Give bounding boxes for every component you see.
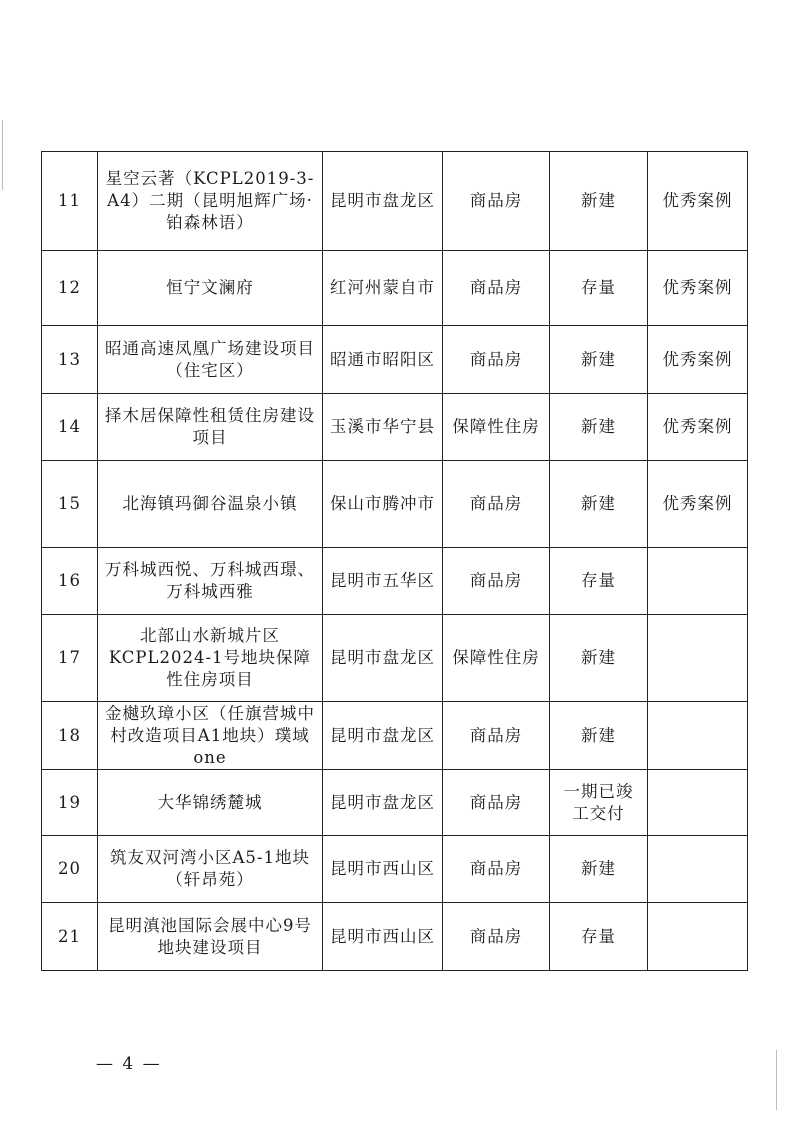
award: 优秀案例 bbox=[648, 394, 748, 461]
project-location: 昭通市昭阳区 bbox=[323, 326, 443, 394]
housing-type: 商品房 bbox=[443, 461, 550, 548]
table-row bbox=[42, 836, 748, 903]
page-number: — 4 — bbox=[96, 1054, 162, 1074]
project-status: 新建 bbox=[550, 461, 648, 548]
project-status: 新建 bbox=[550, 615, 648, 702]
table-row bbox=[42, 702, 748, 770]
project-location: 昆明市西山区 bbox=[323, 903, 443, 971]
scan-edge-right bbox=[776, 1050, 777, 1110]
project-status: 存量 bbox=[550, 548, 648, 615]
housing-type: 商品房 bbox=[443, 251, 550, 326]
housing-type: 保障性住房 bbox=[443, 394, 550, 461]
table-row bbox=[42, 548, 748, 615]
housing-type: 保障性住房 bbox=[443, 615, 550, 702]
award: 优秀案例 bbox=[648, 326, 748, 394]
award bbox=[648, 548, 748, 615]
table-row bbox=[42, 461, 748, 548]
row-number: 13 bbox=[42, 326, 98, 394]
row-number: 17 bbox=[42, 615, 98, 702]
row-number: 20 bbox=[42, 836, 98, 903]
project-name: 星空云著（KCPL2019-3-A4）二期（昆明旭辉广场·铂森林语） bbox=[98, 152, 323, 251]
housing-type: 商品房 bbox=[443, 152, 550, 251]
project-table bbox=[41, 151, 748, 971]
table-row bbox=[42, 394, 748, 461]
housing-type: 商品房 bbox=[443, 702, 550, 770]
housing-type: 商品房 bbox=[443, 548, 550, 615]
award bbox=[648, 903, 748, 971]
project-location: 玉溪市华宁县 bbox=[323, 394, 443, 461]
award bbox=[648, 836, 748, 903]
project-location: 保山市腾冲市 bbox=[323, 461, 443, 548]
award: 优秀案例 bbox=[648, 251, 748, 326]
project-status: 存量 bbox=[550, 903, 648, 971]
project-status: 存量 bbox=[550, 251, 648, 326]
table-row bbox=[42, 770, 748, 836]
row-number: 12 bbox=[42, 251, 98, 326]
project-location: 昆明市盘龙区 bbox=[323, 702, 443, 770]
project-name: 万科城西悦、万科城西璟、万科城西雅 bbox=[98, 548, 323, 615]
row-number: 15 bbox=[42, 461, 98, 548]
project-status: 新建 bbox=[550, 702, 648, 770]
project-name: 金樾玖璋小区（任旗营城中村改造项目A1地块）璞域one bbox=[98, 702, 323, 770]
project-name: 大华锦绣麓城 bbox=[98, 770, 323, 836]
housing-type: 商品房 bbox=[443, 836, 550, 903]
table-row bbox=[42, 152, 748, 251]
project-location: 昆明市盘龙区 bbox=[323, 152, 443, 251]
table-row bbox=[42, 903, 748, 971]
row-number: 21 bbox=[42, 903, 98, 971]
table-row bbox=[42, 326, 748, 394]
project-name: 昭通高速凤凰广场建设项目（住宅区） bbox=[98, 326, 323, 394]
project-location: 昆明市盘龙区 bbox=[323, 770, 443, 836]
row-number: 16 bbox=[42, 548, 98, 615]
project-name: 筑友双河湾小区A5-1地块（轩昂苑） bbox=[98, 836, 323, 903]
project-name: 昆明滇池国际会展中心9号地块建设项目 bbox=[98, 903, 323, 971]
project-name: 择木居保障性租赁住房建设项目 bbox=[98, 394, 323, 461]
project-location: 昆明市五华区 bbox=[323, 548, 443, 615]
housing-type: 商品房 bbox=[443, 770, 550, 836]
row-number: 18 bbox=[42, 702, 98, 770]
project-status: 新建 bbox=[550, 836, 648, 903]
award bbox=[648, 615, 748, 702]
project-name: 恒宁文澜府 bbox=[98, 251, 323, 326]
project-name: 北部山水新城片区KCPL2024-1号地块保障性住房项目 bbox=[98, 615, 323, 702]
housing-type: 商品房 bbox=[443, 903, 550, 971]
project-location: 昆明市西山区 bbox=[323, 836, 443, 903]
table-row bbox=[42, 615, 748, 702]
project-status: 新建 bbox=[550, 326, 648, 394]
row-number: 11 bbox=[42, 152, 98, 251]
award bbox=[648, 702, 748, 770]
award bbox=[648, 770, 748, 836]
award: 优秀案例 bbox=[648, 152, 748, 251]
project-location: 昆明市盘龙区 bbox=[323, 615, 443, 702]
award: 优秀案例 bbox=[648, 461, 748, 548]
project-location: 红河州蒙自市 bbox=[323, 251, 443, 326]
table-row bbox=[42, 251, 748, 326]
row-number: 19 bbox=[42, 770, 98, 836]
project-status: 新建 bbox=[550, 394, 648, 461]
housing-type: 商品房 bbox=[443, 326, 550, 394]
project-name: 北海镇玛御谷温泉小镇 bbox=[98, 461, 323, 548]
row-number: 14 bbox=[42, 394, 98, 461]
scan-edge-left bbox=[2, 120, 3, 190]
project-status: 新建 bbox=[550, 152, 648, 251]
project-status: 一期已竣工交付 bbox=[550, 770, 648, 836]
